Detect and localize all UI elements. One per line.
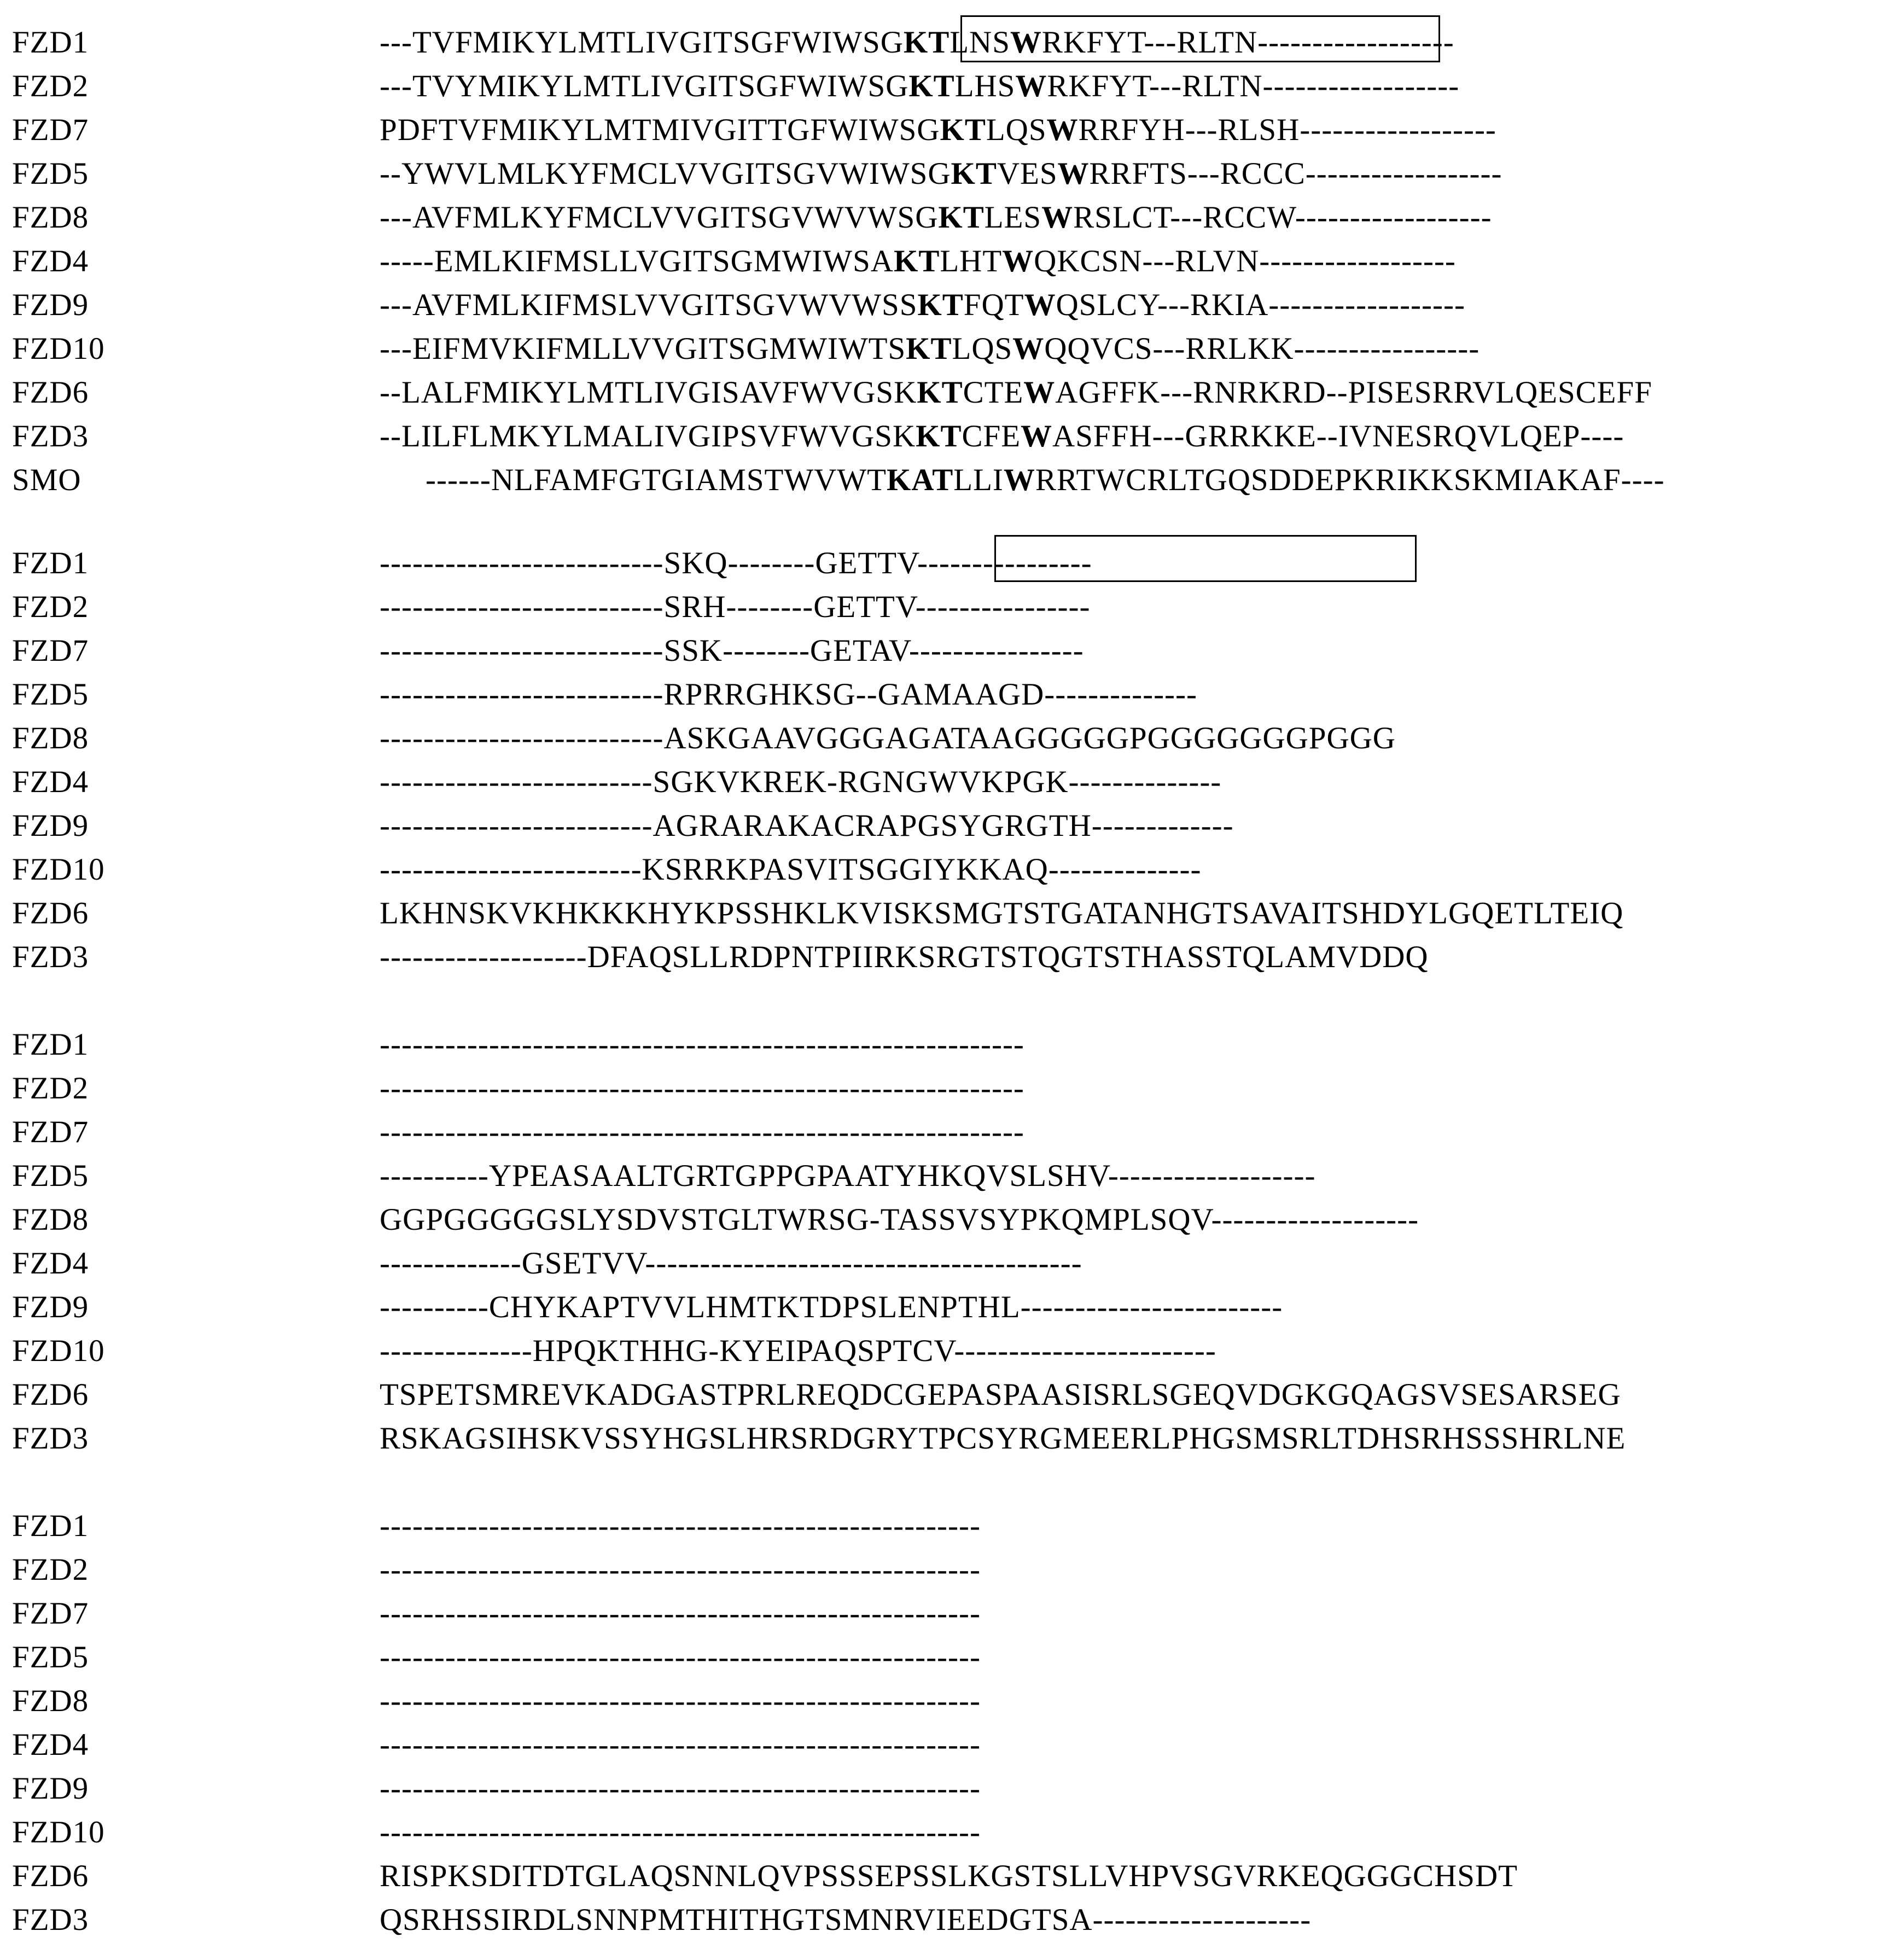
sequence-text: --------------HPQKTHHG-KYEIPAQSPTCV------------------------ bbox=[380, 1334, 1216, 1368]
alignment-row bbox=[0, 717, 1893, 760]
alignment-row bbox=[0, 1854, 1893, 1898]
sequence-label: FZD9 bbox=[12, 1771, 89, 1806]
sequence-text: GGPGGGGGSLYSDVSTGLTWRSG-TASSVSYPKQMPLSQV------------------- bbox=[380, 1202, 1419, 1237]
alignment-row bbox=[0, 1723, 1893, 1767]
sequence-label: FZD8 bbox=[12, 200, 89, 235]
alignment-row bbox=[0, 1110, 1893, 1154]
sequence-text: ------------------------------------------------------- bbox=[380, 1509, 981, 1543]
alignment-row bbox=[0, 1679, 1893, 1723]
alignment-row bbox=[0, 327, 1893, 371]
sequence-label: FZD7 bbox=[12, 1115, 89, 1149]
sequence-text: ----------------------------------------------------------- bbox=[380, 1115, 1024, 1149]
sequence-label: FZD4 bbox=[12, 1246, 89, 1281]
alignment-row bbox=[0, 1286, 1893, 1329]
sequence-text: ------------------------------------------------------- bbox=[380, 1728, 981, 1762]
sequence-text: ----------------------------------------------------------- bbox=[380, 1071, 1024, 1106]
sequence-text: ----------YPEASAALTGRTGPPGPAATYHKQVSLSHV------------------- bbox=[380, 1159, 1316, 1193]
sequence-text: -------------------DFAQSLLRDPNTPIIRKSRGTSTQGTSTHASSTQLAMVDDQ bbox=[380, 940, 1429, 974]
sequence-label: FZD7 bbox=[12, 113, 89, 147]
sequence-label: FZD6 bbox=[12, 896, 89, 930]
alignment-row bbox=[0, 240, 1893, 283]
alignment-row bbox=[0, 760, 1893, 804]
sequence-text: -------------------------SGKVKREK-RGNGWVKPGK-------------- bbox=[380, 765, 1222, 799]
sequence-text: ------------------------------------------------------- bbox=[380, 1596, 981, 1631]
alignment-row bbox=[0, 1329, 1893, 1373]
sequence-label: FZD1 bbox=[12, 1027, 89, 1062]
alignment-row bbox=[0, 1023, 1893, 1067]
sequence-label: FZD2 bbox=[12, 1552, 89, 1587]
alignment-row bbox=[0, 196, 1893, 240]
alignment-row bbox=[0, 1504, 1893, 1548]
alignment-row bbox=[0, 1242, 1893, 1286]
sequence-label: FZD6 bbox=[12, 1377, 89, 1412]
sequence-text: ------------------------------------------------------- bbox=[380, 1771, 981, 1806]
sequence-text: ------NLFAMFGTGIAMSTWVWTKATLLIWRRTWCRLTGQSDDEPKRIKKSKMIAKAF---- bbox=[426, 463, 1665, 497]
sequence-label: FZD8 bbox=[12, 1202, 89, 1237]
sequence-label: FZD7 bbox=[12, 633, 89, 668]
sequence-text: -------------GSETVV---------------------------------------- bbox=[380, 1246, 1082, 1281]
alignment-row bbox=[0, 1898, 1893, 1942]
alignment-row bbox=[0, 1154, 1893, 1198]
sequence-text: RSKAGSIHSKVSSYHGSLHRSRDGRYTPCSYRGMEERLPHGSMSRLTDHSRHSSSHRLNE bbox=[380, 1421, 1626, 1456]
alignment-row bbox=[0, 1373, 1893, 1417]
sequence-text: --------------------------SKQ--------GETTV---------------- bbox=[380, 546, 1092, 580]
alignment-row bbox=[0, 542, 1893, 585]
sequence-label: FZD3 bbox=[12, 1421, 89, 1456]
alignment-row bbox=[0, 458, 1893, 502]
sequence-text: -------------------------AGRARAKACRAPGSYGRGTH------------- bbox=[380, 809, 1234, 843]
alignment-row bbox=[0, 1198, 1893, 1242]
sequence-label: FZD3 bbox=[12, 1903, 89, 1937]
sequence-label: FZD6 bbox=[12, 375, 89, 410]
alignment-row bbox=[0, 1548, 1893, 1592]
sequence-label: FZD9 bbox=[12, 809, 89, 843]
sequence-text: ------------------------------------------------------- bbox=[380, 1815, 981, 1850]
alignment-row bbox=[0, 283, 1893, 327]
sequence-label: FZD8 bbox=[12, 721, 89, 755]
sequence-text: --LALFMIKYLMTLIVGISAVFWVGSKKTCTEWAGFFK---RNRKRD--PISESRRVLQESCEFF bbox=[380, 375, 1652, 410]
alignment-block-4 bbox=[0, 1504, 1893, 1942]
alignment-block-2 bbox=[0, 542, 1893, 979]
sequence-text: ------------------------KSRRKPASVITSGGIYKKAQ-------------- bbox=[380, 852, 1202, 887]
sequence-label: FZD10 bbox=[12, 331, 105, 366]
alignment-block-3 bbox=[0, 1023, 1893, 1461]
alignment-row bbox=[0, 935, 1893, 979]
sequence-label: FZD3 bbox=[12, 419, 89, 453]
alignment-row bbox=[0, 152, 1893, 196]
alignment-block-1 bbox=[0, 21, 1893, 502]
alignment-row bbox=[0, 65, 1893, 108]
sequence-label: FZD5 bbox=[12, 1159, 89, 1193]
alignment-row bbox=[0, 1592, 1893, 1636]
alignment-row bbox=[0, 804, 1893, 848]
sequence-text: PDFTVFMIKYLMTMIVGITTGFWIWSGKTLQSWRRFYH---RLSH------------------ bbox=[380, 113, 1496, 147]
alignment-row bbox=[0, 1767, 1893, 1811]
sequence-text: --------------------------ASKGAAVGGGAGATAAGGGGGPGGGGGGGPGGG bbox=[380, 721, 1396, 755]
alignment-row bbox=[0, 892, 1893, 935]
alignment-row bbox=[0, 1417, 1893, 1461]
sequence-label: FZD8 bbox=[12, 1684, 89, 1718]
sequence-label: FZD4 bbox=[12, 1728, 89, 1762]
sequence-text: ------------------------------------------------------- bbox=[380, 1640, 981, 1674]
sequence-label: FZD9 bbox=[12, 288, 89, 322]
sequence-label: FZD10 bbox=[12, 852, 105, 887]
sequence-text: ---TVFMIKYLMTLIVGITSGFWIWSGKTLNSWRKFYT---RLTN------------------ bbox=[380, 25, 1454, 60]
sequence-label: FZD7 bbox=[12, 1596, 89, 1631]
sequence-text: LKHNSKVKHKKKHYKPSSHKLKVISKSMGTSTGATANHGTSAVAITSHDYLGQETLTEIQ bbox=[380, 896, 1624, 930]
sequence-text: ----------CHYKAPTVVLHMTKTDPSLENPTHL------------------------ bbox=[380, 1290, 1283, 1324]
alignment-row bbox=[0, 21, 1893, 65]
sequence-text: --LILFLMKYLMALIVGIPSVFWVGSKKTCFEWASFFH---GRRKKE--IVNESRQVLQEP---- bbox=[380, 419, 1624, 453]
sequence-text: ---AVFMLKIFMSLVVGITSGVWVWSSKTFQTWQSLCY---RKIA------------------ bbox=[380, 288, 1465, 322]
sequence-text: ---EIFMVKIFMLLVVGITSGMWIWTSKTLQSWQQVCS---RRLKK----------------- bbox=[380, 331, 1480, 366]
sequence-label: FZD5 bbox=[12, 156, 89, 191]
sequence-text: RISPKSDITDTGLAQSNNLQVPSSSEPSSLKGSTSLLVHPVSGVRKEQGGGCHSDT bbox=[380, 1859, 1518, 1893]
sequence-text: QSRHSSIRDLSNNPMTHITHGTSMNRVIEEDGTSA-------------------- bbox=[380, 1903, 1312, 1937]
alignment-row bbox=[0, 1811, 1893, 1854]
sequence-label: FZD2 bbox=[12, 69, 89, 103]
sequence-text: --------------------------SSK--------GETAV---------------- bbox=[380, 633, 1084, 668]
sequence-label: SMO bbox=[12, 463, 81, 497]
sequence-label: FZD3 bbox=[12, 940, 89, 974]
alignment-row bbox=[0, 1067, 1893, 1110]
alignment-row bbox=[0, 673, 1893, 717]
sequence-label: FZD10 bbox=[12, 1334, 105, 1368]
sequence-text: --------------------------RPRRGHKSG--GAMAAGD-------------- bbox=[380, 677, 1197, 712]
sequence-label: FZD1 bbox=[12, 25, 89, 60]
sequence-text: -----EMLKIFMSLLVGITSGMWIWSAKTLHTWQKCSN---RLVN------------------ bbox=[380, 244, 1456, 278]
sequence-label: FZD4 bbox=[12, 244, 89, 278]
sequence-text: ----------------------------------------------------------- bbox=[380, 1027, 1024, 1062]
sequence-text: ---TVYMIKYLMTLIVGITSGFWIWSGKTLHSWRKFYT---RLTN------------------ bbox=[380, 69, 1460, 103]
alignment-row bbox=[0, 371, 1893, 415]
sequence-text: TSPETSMREVKADGASTPRLREQDCGEPASPAASISRLSGEQVDGKGQAGSVSESARSEG bbox=[380, 1377, 1621, 1412]
sequence-label: FZD10 bbox=[12, 1815, 105, 1850]
alignment-row bbox=[0, 629, 1893, 673]
sequence-label: FZD2 bbox=[12, 1071, 89, 1106]
sequence-text: ---AVFMLKYFMCLVVGITSGVWVWSGKTLESWRSLCT---RCCW------------------ bbox=[380, 200, 1492, 235]
alignment-row bbox=[0, 1636, 1893, 1679]
sequence-label: FZD9 bbox=[12, 1290, 89, 1324]
sequence-label: FZD1 bbox=[12, 546, 89, 580]
sequence-text: ------------------------------------------------------- bbox=[380, 1552, 981, 1587]
sequence-label: FZD5 bbox=[12, 1640, 89, 1674]
alignment-row bbox=[0, 108, 1893, 152]
sequence-text: --------------------------SRH--------GETTV---------------- bbox=[380, 590, 1091, 624]
alignment-row bbox=[0, 415, 1893, 458]
sequence-label: FZD2 bbox=[12, 590, 89, 624]
sequence-label: FZD5 bbox=[12, 677, 89, 712]
alignment-row bbox=[0, 585, 1893, 629]
sequence-text: ------------------------------------------------------- bbox=[380, 1684, 981, 1718]
sequence-text: --YWVLMLKYFMCLVVGITSGVWIWSGKTVESWRRFTS---RCCC------------------ bbox=[380, 156, 1502, 191]
sequence-label: FZD1 bbox=[12, 1509, 89, 1543]
alignment-row bbox=[0, 848, 1893, 892]
sequence-label: FZD4 bbox=[12, 765, 89, 799]
sequence-label: FZD6 bbox=[12, 1859, 89, 1893]
